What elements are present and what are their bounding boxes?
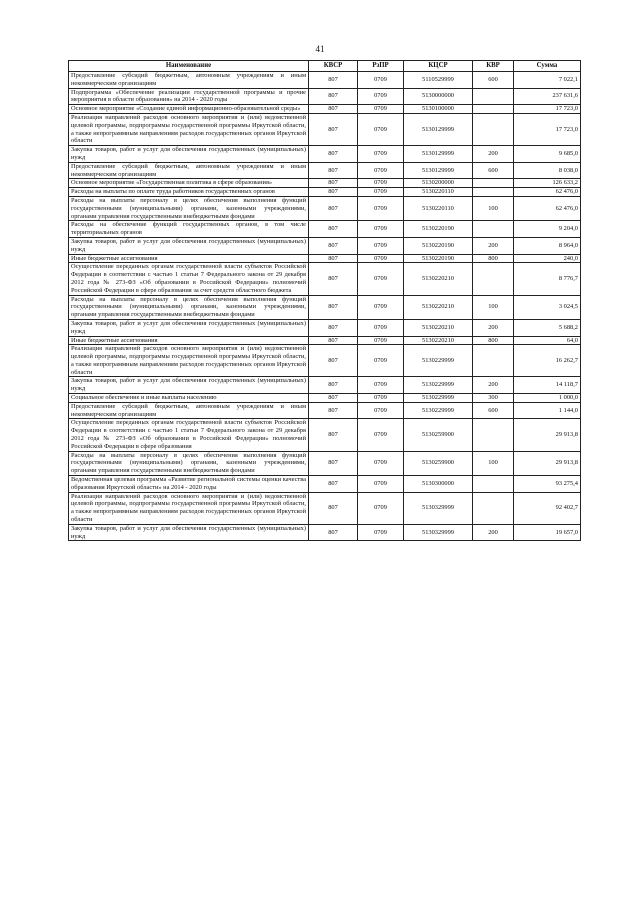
cell-ksr: 5130000000	[404, 88, 473, 105]
cell-rzpr: 0709	[358, 295, 404, 319]
cell-kvr	[473, 221, 514, 238]
cell-sum: 237 631,6	[514, 88, 581, 105]
cell-name: Основное мероприятие «Государственная политика в сфере образования»	[69, 179, 309, 188]
cell-sum: 7 022,1	[514, 72, 581, 89]
cell-ksr: 5130220210	[404, 263, 473, 295]
cell-name: Ведомственная целевая программа «Развитие региональной системы оценки качества образования Иркутской области» на 2014 - 2020 годы	[69, 476, 309, 493]
table-row	[69, 419, 581, 451]
table-row	[69, 336, 581, 345]
cell-kvr: 200	[473, 319, 514, 336]
table-row	[69, 492, 581, 524]
table-row	[69, 377, 581, 394]
cell-kvsr: 807	[309, 394, 358, 403]
cell-ksr: 5130220210	[404, 295, 473, 319]
cell-rzpr: 0709	[358, 254, 404, 263]
cell-sum: 126 633,2	[514, 179, 581, 188]
header-sum: Сумма	[514, 61, 581, 72]
cell-kvsr: 807	[309, 377, 358, 394]
cell-sum: 3 024,5	[514, 295, 581, 319]
cell-kvsr: 807	[309, 476, 358, 493]
cell-ksr: 5130100000	[404, 105, 473, 114]
cell-kvr: 600	[473, 402, 514, 419]
table-row	[69, 179, 581, 188]
cell-sum: 62 476,0	[514, 196, 581, 220]
cell-name: Подпрограмма «Обеспечение реализации государственной программы и прочие мероприятия в области образования» на 2014 - 2020 годы	[69, 88, 309, 105]
cell-rzpr: 0709	[358, 237, 404, 254]
cell-sum: 17 723,0	[514, 105, 581, 114]
header-rzpr: РзПР	[358, 61, 404, 72]
cell-rzpr: 0709	[358, 196, 404, 220]
cell-sum: 19 657,0	[514, 524, 581, 541]
cell-rzpr: 0709	[358, 476, 404, 493]
cell-name: Осуществление переданных органам государственной власти субъектов Российской Федерации в соответствии с частью 1 статьи 7 Федерального закона от 29 декабря 2012 года № 273-ФЗ «Об образовании в Российской Федерации» полномочий Российской Федерации в сфере образования за счет средств областного бюджета	[69, 263, 309, 295]
cell-kvr: 200	[473, 524, 514, 541]
cell-name: Закупка товаров, работ и услуг для обеспечения государственных (муниципальных) нужд	[69, 319, 309, 336]
cell-ksr: 5130220210	[404, 336, 473, 345]
cell-kvr: 600	[473, 162, 514, 179]
cell-rzpr: 0709	[358, 336, 404, 345]
cell-rzpr: 0709	[358, 492, 404, 524]
cell-kvsr: 807	[309, 336, 358, 345]
cell-sum: 8 964,0	[514, 237, 581, 254]
cell-name: Расходы на выплаты по оплате труда работников государственных органов	[69, 188, 309, 197]
cell-kvsr: 807	[309, 419, 358, 451]
cell-name: Осуществление переданных органам государственной власти субъектов Российской Федерации в соответствии с частью 1 статьи 7 Федерального закона от 29 декабря 2012 года № 273-ФЗ «Об образовании в Российской Федерации» полномочий Российской Федерации в сфере образования	[69, 419, 309, 451]
cell-name: Предоставление субсидий бюджетным, автономным учреждениям и иным некоммерческим организациям	[69, 402, 309, 419]
cell-sum: 92 402,7	[514, 492, 581, 524]
cell-name: Предоставление субсидий бюджетным, автономным учреждениям и иным некоммерческим организациям	[69, 72, 309, 89]
table-row	[69, 451, 581, 475]
table-row	[69, 319, 581, 336]
cell-name: Закупка товаров, работ и услуг для обеспечения государственных (муниципальных) нужд	[69, 146, 309, 163]
table-row	[69, 72, 581, 89]
table-row	[69, 295, 581, 319]
cell-kvsr: 807	[309, 88, 358, 105]
cell-kvsr: 807	[309, 188, 358, 197]
cell-ksr: 5130129999	[404, 162, 473, 179]
table-row	[69, 146, 581, 163]
cell-ksr: 5130229999	[404, 402, 473, 419]
cell-sum: 9 685,0	[514, 146, 581, 163]
cell-ksr: 5130220110	[404, 196, 473, 220]
cell-rzpr: 0709	[358, 377, 404, 394]
cell-kvr: 200	[473, 377, 514, 394]
cell-kvsr: 807	[309, 105, 358, 114]
cell-rzpr: 0709	[358, 451, 404, 475]
table-row	[69, 196, 581, 220]
cell-name: Предоставление субсидий бюджетным, автономным учреждениям и иным некоммерческим организациям	[69, 162, 309, 179]
cell-name: Закупка товаров, работ и услуг для обеспечения государственных (муниципальных) нужд	[69, 524, 309, 541]
cell-sum: 64,0	[514, 336, 581, 345]
cell-name: Расходы на выплаты персоналу в целях обеспечения выполнения функций государственными (муниципальными) органами, казенными учреждениями, органами управления государственными внебюджетными фондами	[69, 196, 309, 220]
cell-kvr	[473, 263, 514, 295]
cell-ksr: 5130300000	[404, 476, 473, 493]
cell-kvr	[473, 88, 514, 105]
cell-ksr: 5130329999	[404, 524, 473, 541]
table-row	[69, 524, 581, 541]
cell-kvr	[473, 476, 514, 493]
cell-sum: 1 000,0	[514, 394, 581, 403]
cell-kvsr: 807	[309, 319, 358, 336]
cell-kvr: 100	[473, 196, 514, 220]
cell-kvsr: 807	[309, 179, 358, 188]
cell-ksr: 5130229999	[404, 394, 473, 403]
cell-kvr	[473, 179, 514, 188]
cell-kvsr: 807	[309, 162, 358, 179]
table-row	[69, 476, 581, 493]
cell-name: Реализация направлений расходов основного мероприятия и (или) ведомственной целевой программы, подпрограммы государственной программы Иркутской области, а также непрограммным направлениям расходов государственных органов Иркутской области	[69, 113, 309, 145]
cell-name: Иные бюджетные ассигнования	[69, 254, 309, 263]
cell-sum: 93 275,4	[514, 476, 581, 493]
cell-rzpr: 0709	[358, 394, 404, 403]
cell-sum: 16 262,7	[514, 345, 581, 377]
header-ksr: КЦСР	[404, 61, 473, 72]
cell-name: Реализация направлений расходов основного мероприятия и (или) ведомственной целевой программы, подпрограммы государственной программы Иркутской области, а также непрограммным направлениям расходов государственных органов Иркутской области	[69, 492, 309, 524]
table-row	[69, 113, 581, 145]
cell-kvsr: 807	[309, 402, 358, 419]
cell-kvr: 600	[473, 72, 514, 89]
cell-kvsr: 807	[309, 451, 358, 475]
cell-ksr: 5130329999	[404, 492, 473, 524]
cell-kvsr: 807	[309, 237, 358, 254]
cell-kvsr: 807	[309, 113, 358, 145]
table-row	[69, 263, 581, 295]
cell-kvr: 200	[473, 146, 514, 163]
cell-ksr: 5130259900	[404, 451, 473, 475]
cell-rzpr: 0709	[358, 72, 404, 89]
cell-kvr: 800	[473, 336, 514, 345]
cell-rzpr: 0709	[358, 162, 404, 179]
cell-name: Социальное обеспечение и иные выплаты населению	[69, 394, 309, 403]
cell-kvsr: 807	[309, 492, 358, 524]
table-header-row	[69, 61, 581, 72]
cell-sum: 8 038,0	[514, 162, 581, 179]
cell-ksr: 5130220190	[404, 237, 473, 254]
budget-table	[68, 60, 581, 541]
header-name: Наименование	[69, 61, 309, 72]
cell-sum: 29 913,8	[514, 451, 581, 475]
cell-kvsr: 807	[309, 345, 358, 377]
cell-rzpr: 0709	[358, 88, 404, 105]
cell-kvsr: 807	[309, 196, 358, 220]
cell-rzpr: 0709	[358, 263, 404, 295]
cell-kvr: 200	[473, 237, 514, 254]
table-body	[69, 72, 581, 541]
cell-kvsr: 807	[309, 146, 358, 163]
table-row	[69, 345, 581, 377]
cell-rzpr: 0709	[358, 146, 404, 163]
header-kvsr: КВСР	[309, 61, 358, 72]
cell-sum: 5 688,2	[514, 319, 581, 336]
cell-kvsr: 807	[309, 263, 358, 295]
cell-ksr: 5130259900	[404, 419, 473, 451]
cell-rzpr: 0709	[358, 179, 404, 188]
cell-rzpr: 0709	[358, 419, 404, 451]
cell-kvr	[473, 492, 514, 524]
cell-rzpr: 0709	[358, 105, 404, 114]
cell-name: Расходы на выплаты персоналу в целях обеспечения выполнения функций государственными (муниципальными) органами, казенными учреждениями, органами управления государственными внебюджетными фондами	[69, 295, 309, 319]
table-row	[69, 394, 581, 403]
cell-ksr: 5130229999	[404, 345, 473, 377]
cell-rzpr: 0709	[358, 319, 404, 336]
page-number: 41	[315, 44, 325, 54]
cell-name: Расходы на обеспечение функций государственных органов, в том числе территориальных органов	[69, 221, 309, 238]
cell-name: Закупка товаров, работ и услуг для обеспечения государственных (муниципальных) нужд	[69, 237, 309, 254]
cell-sum: 1 144,0	[514, 402, 581, 419]
cell-kvsr: 807	[309, 221, 358, 238]
cell-ksr: 5130129999	[404, 113, 473, 145]
table-row	[69, 254, 581, 263]
cell-kvr: 100	[473, 451, 514, 475]
cell-ksr: 5130220190	[404, 221, 473, 238]
table-row	[69, 237, 581, 254]
cell-sum: 62 476,0	[514, 188, 581, 197]
cell-sum: 17 723,0	[514, 113, 581, 145]
table-row	[69, 402, 581, 419]
cell-sum: 240,0	[514, 254, 581, 263]
cell-rzpr: 0709	[358, 221, 404, 238]
cell-name: Реализация направлений расходов основного мероприятия и (или) ведомственной целевой программы, подпрограммы государственной программы Иркутской области, а также непрограммным направлениям расходов государственных органов Иркутской области	[69, 345, 309, 377]
cell-kvr	[473, 419, 514, 451]
cell-kvr	[473, 345, 514, 377]
cell-kvsr: 807	[309, 295, 358, 319]
table-row	[69, 105, 581, 114]
cell-ksr: 5110529999	[404, 72, 473, 89]
cell-kvr	[473, 105, 514, 114]
header-kvr: КВР	[473, 61, 514, 72]
cell-ksr: 5130229999	[404, 377, 473, 394]
cell-sum: 14 118,7	[514, 377, 581, 394]
table-row	[69, 88, 581, 105]
cell-name: Основное мероприятие «Создание единой информационно-образовательной среды»	[69, 105, 309, 114]
cell-ksr: 5130200000	[404, 179, 473, 188]
cell-kvsr: 807	[309, 254, 358, 263]
cell-name: Закупка товаров, работ и услуг для обеспечения государственных (муниципальных) нужд	[69, 377, 309, 394]
cell-name: Иные бюджетные ассигнования	[69, 336, 309, 345]
cell-kvr: 800	[473, 254, 514, 263]
cell-rzpr: 0709	[358, 524, 404, 541]
cell-kvr: 100	[473, 295, 514, 319]
cell-ksr: 5130220190	[404, 254, 473, 263]
cell-kvr	[473, 188, 514, 197]
table-row	[69, 162, 581, 179]
cell-kvsr: 807	[309, 72, 358, 89]
table-row	[69, 221, 581, 238]
cell-rzpr: 0709	[358, 188, 404, 197]
cell-sum: 29 913,8	[514, 419, 581, 451]
table-row	[69, 188, 581, 197]
cell-sum: 8 776,7	[514, 263, 581, 295]
cell-ksr: 5130220210	[404, 319, 473, 336]
cell-ksr: 5130129999	[404, 146, 473, 163]
cell-kvr: 300	[473, 394, 514, 403]
cell-ksr: 5130220110	[404, 188, 473, 197]
cell-rzpr: 0709	[358, 402, 404, 419]
cell-name: Расходы на выплаты персоналу в целях обеспечения выполнения функций государственными (муниципальными) органами, казенными учреждениями, органами управления государственными внебюджетными фондами	[69, 451, 309, 475]
cell-rzpr: 0709	[358, 345, 404, 377]
cell-kvsr: 807	[309, 524, 358, 541]
cell-sum: 9 204,0	[514, 221, 581, 238]
cell-rzpr: 0709	[358, 113, 404, 145]
cell-kvr	[473, 113, 514, 145]
